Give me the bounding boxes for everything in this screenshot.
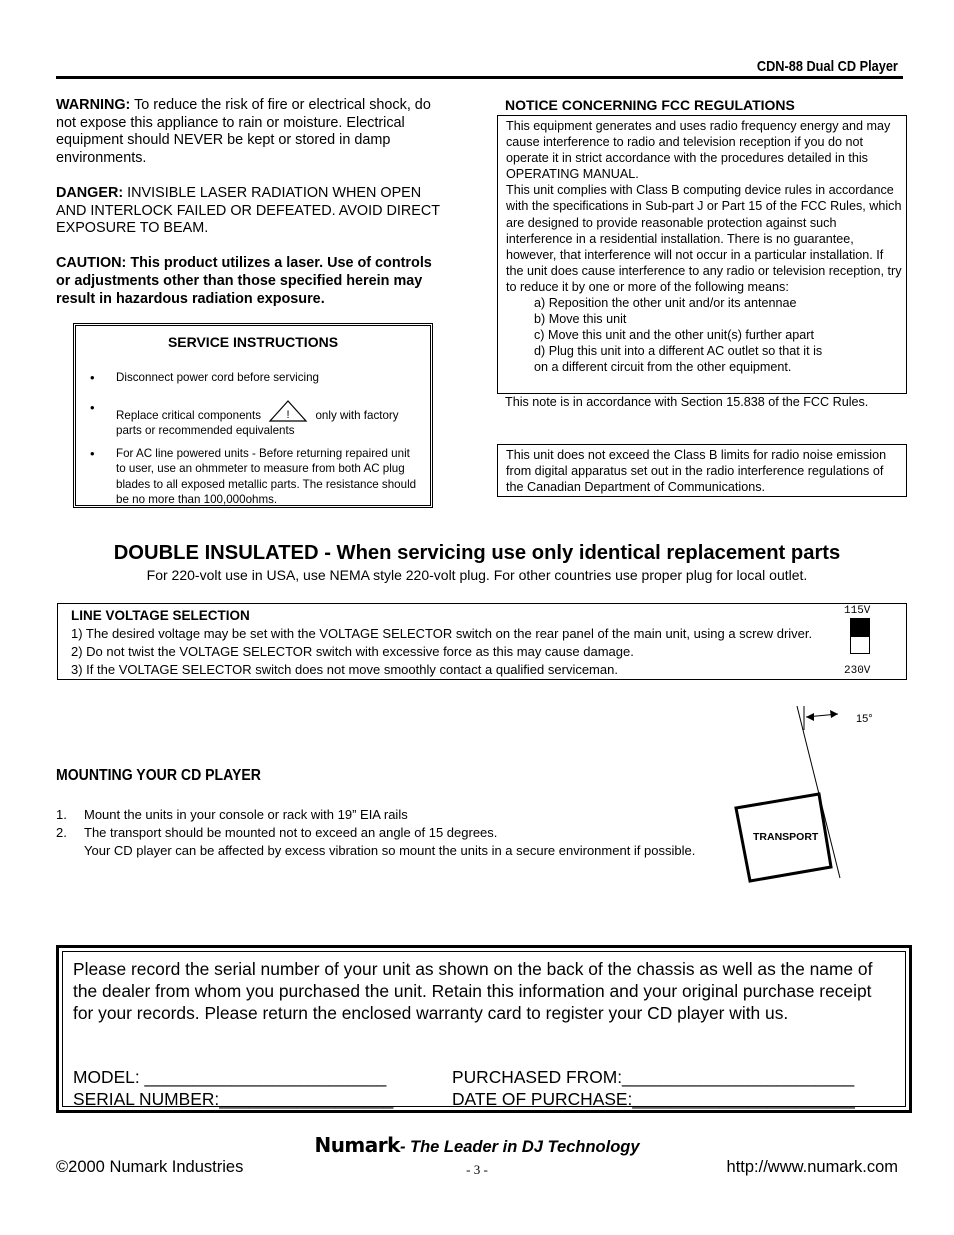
- line-voltage-box: [57, 603, 907, 680]
- header-rule: [56, 76, 903, 79]
- danger-text: INVISIBLE LASER RADIATION WHEN OPEN AND INTERLOCK FAILED OR DEFEATED. AVOID DIRECT EXPOSURE TO BEAM.: [56, 184, 440, 237]
- model-field[interactable]: MODEL: _________________________: [73, 1067, 387, 1087]
- mounting-item: Your CD player can be affected by excess vibration so mount the units in a secure environment if possible.: [84, 843, 696, 858]
- date-of-purchase-field[interactable]: DATE OF PURCHASE:_______________________: [452, 1089, 855, 1109]
- fcc-means-item: b) Move this unit: [534, 312, 627, 327]
- serial-record-fields: [73, 1066, 893, 1110]
- serial-record-instructions: Please record the serial number of your unit as shown on the back of the chassis as well as the name of the dealer from whom you purchased the unit. Retain this information and your original purchase receipt for your records. Please return the enclosed warranty card to register your CD player with us.: [73, 959, 873, 1023]
- fcc-paragraph-2: This unit complies with Class B computing device rules in accordance with the specifications in Sub-part J or Part 15 of the FCC Rules, which are designed to provide reasonable protection against such interference in a residential installation. There is no guarantee, however, that interference will not occur in a particular installation. If the unit does cause interference to any radio or television reception, try to reduce it by one or more of the following means:: [506, 183, 902, 294]
- numark-logo: Numark: [314, 1133, 400, 1157]
- service-item: • Replace critical components ! only with factory parts or recommended equivalents: [76, 400, 430, 439]
- fcc-note: This note is in accordance with Section 15.838 of the FCC Rules.: [505, 395, 869, 409]
- fcc-means-item: a) Reposition the other unit and/or its antennae: [534, 296, 797, 311]
- mounting-item: 2. The transport should be mounted not to exceed an angle of 15 degrees.: [56, 825, 498, 840]
- voltage-115-label: 115V: [844, 605, 871, 617]
- mounting-list: [56, 806, 695, 860]
- transport-mounting-diagram: [720, 700, 900, 885]
- line-voltage-title: LINE VOLTAGE SELECTION: [71, 608, 250, 623]
- angle-label: 15°: [856, 713, 873, 725]
- document-title: CDN-88 Dual CD Player: [756, 58, 898, 75]
- purchased-from-field[interactable]: PURCHASED FROM:________________________: [452, 1067, 855, 1087]
- service-title: SERVICE INSTRUCTIONS: [167, 334, 339, 350]
- voltage-230-label: 230V: [844, 665, 871, 677]
- danger-paragraph: [56, 185, 448, 238]
- transport-label: TRANSPORT: [753, 831, 819, 843]
- warning-triangle-icon: [268, 400, 308, 422]
- serial-number-field[interactable]: SERIAL NUMBER:__________________: [73, 1089, 394, 1109]
- fcc-means-item: on a different circuit from the other equipment.: [534, 360, 792, 375]
- mounting-item: 1. Mount the units in your console or rack with 19” EIA rails: [56, 807, 408, 822]
- mounting-title: MOUNTING YOUR CD PLAYER: [56, 767, 261, 784]
- double-insulated-heading: DOUBLE INSULATED - When servicing use only identical replacement parts: [113, 542, 841, 564]
- canada-notice-box: This unit does not exceed the Class B limits for radio noise emission from digital apparatus set out in the radio interference regulations of the Canadian Department of Communications.: [497, 444, 907, 497]
- serial-record-box: [56, 945, 912, 1113]
- fcc-means-item: d) Plug this unit into a different AC outlet so that it is: [534, 344, 823, 359]
- voltage-selector-switch: [850, 618, 870, 654]
- service-item: • For AC line powered units - Before returning repaired unit to user, use an ohmmeter to measure from both AC plug blades to all exposed metallic parts. The resistance should be no more than 100,000ohms.: [76, 446, 430, 508]
- warning-paragraph: [56, 97, 448, 167]
- warning-label: WARNING:: [56, 97, 131, 113]
- fcc-means-item: c) Move this unit and the other unit(s) further apart: [534, 328, 814, 343]
- page-number: - 3 -: [466, 1162, 488, 1177]
- line-voltage-instructions: 1) The desired voltage may be set with the VOLTAGE SELECTOR switch on the rear panel of the main unit, using a screw driver. 2) Do not twist the VOLTAGE SELECTOR switch with excessive force as this may cause damage. 3) If the VOLTAGE SELECTOR switch does not move smoothly contact a qualified serviceman.: [71, 626, 813, 677]
- danger-label: DANGER:: [56, 184, 124, 201]
- warnings-column: [56, 97, 448, 308]
- fcc-paragraph-1: This equipment generates and uses radio frequency energy and may cause interference to radio and television reception if you do not operate it in strict accordance with the procedures detailed in this OPERATING MANUAL.: [506, 119, 891, 182]
- copyright: ©2000 Numark Industries: [56, 1158, 244, 1176]
- website-link[interactable]: http://www.numark.com: [726, 1158, 898, 1176]
- warning-text: To reduce the risk of fire or electrical shock, do not expose this appliance to rain or moisture. Electrical equipment should NEVER be kept or stored in damp environments.: [56, 97, 431, 166]
- service-item: • Disconnect power cord before servicing: [76, 370, 430, 386]
- fcc-box: [497, 115, 907, 394]
- svg-text:!: !: [286, 408, 290, 421]
- service-list: [76, 370, 430, 508]
- fcc-means-list: [506, 295, 902, 375]
- fcc-title: NOTICE CONCERNING FCC REGULATIONS: [505, 97, 795, 113]
- footer-tagline: Numark- The Leader in DJ Technology: [314, 1133, 640, 1157]
- service-instructions-box: [73, 323, 433, 508]
- caution-paragraph: CAUTION: This product utilizes a laser. Use of controls or adjustments other than those specified herein may result in hazardous radiation exposure.: [56, 255, 432, 307]
- plug-note: For 220-volt use in USA, use NEMA style 220-volt plug. For other countries use proper plug for local outlet.: [146, 567, 808, 583]
